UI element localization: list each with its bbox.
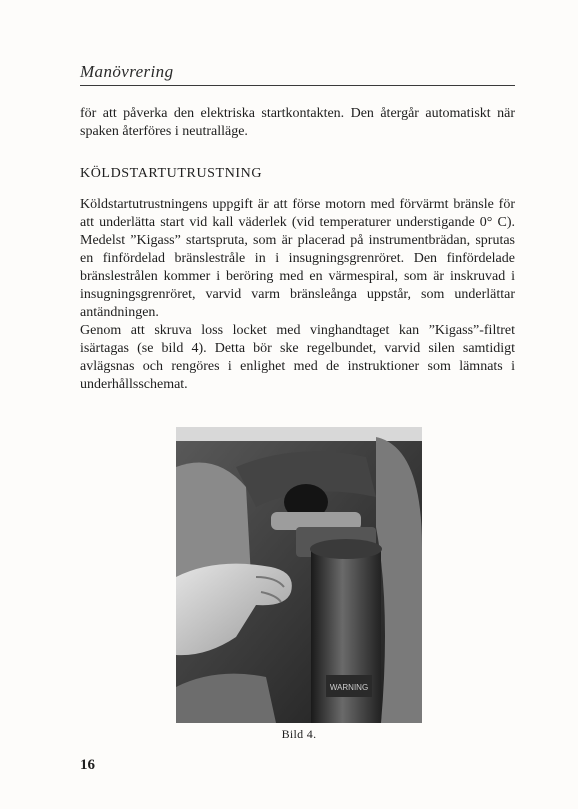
section-heading: KÖLDSTARTUTRUSTNING	[80, 166, 263, 181]
engine-photo-illustration	[176, 427, 422, 723]
figure-caption: Bild 4.	[281, 727, 317, 741]
intro-paragraph: för att påverka den elektriska startkontakten. Den återgår automatiskt när spaken återföres i neutralläge.	[80, 106, 515, 139]
figure-label-text: WARNING	[329, 683, 369, 692]
paragraph-1: Köldstartutrustningens uppgift är att förse motorn med förvärmt bränsle för att underlätta start vid kall väderlek (vid temperaturer understigande 0° C). Medelst ”Kigass” startspruta, som är placerad på instrumentbrädan, sprutas en finfördelad bränslestråle in i insugningsgrenröret. Den finfördelade bränslestrålen kommer i beröring med en värmespiral, som är inskruvad i insugningsgrenröret, varvid varm bränsleånga uppstår, som underlättar antändningen.	[80, 197, 515, 320]
section-body	[80, 196, 515, 394]
running-header	[80, 58, 515, 88]
header-title: Manövrering	[80, 62, 174, 81]
paragraph-2: Genom att skruva loss locket med vinghandtaget kan ”Kigass”-filtret isärtagas (se bild 4). Detta bör ske regelbundet, varvid silen samtidigt avlägsnas och rengöres i enlighet med de instruktioner som lämnats i underhållsschemat.	[80, 323, 515, 392]
figure-photo	[176, 427, 422, 723]
page-number: 16	[80, 757, 95, 773]
header-rule	[80, 85, 515, 86]
